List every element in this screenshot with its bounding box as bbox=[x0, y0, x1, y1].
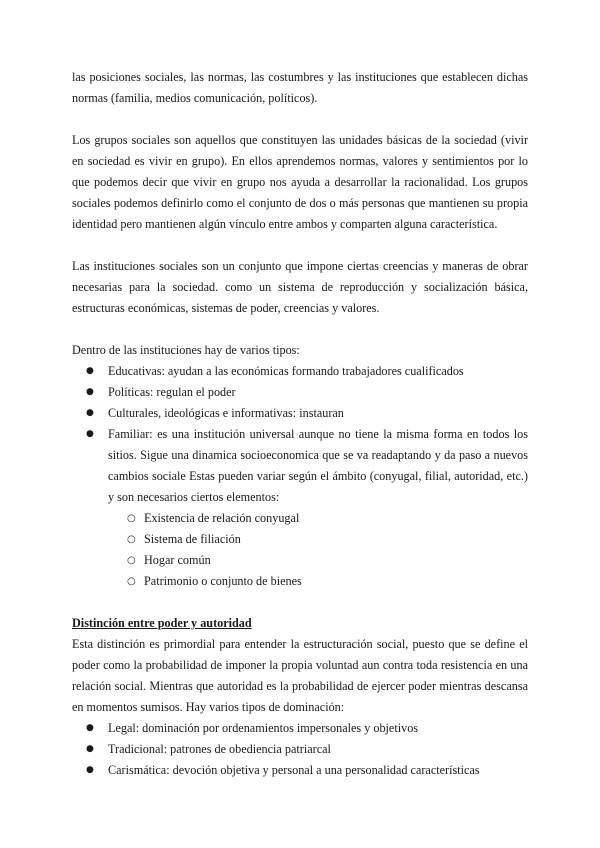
list-item-text: Familiar: es una institución universal aunque no tiene la misma forma en todos los sitios. Sigue una dinamica socioeconomica que se va readaptando y da paso a nuevos cambios sociale Estas pueden variar según el ámbito (conyugal, filial, autoridad, etc.) y son necesarios ciertos elementos: bbox=[108, 427, 528, 504]
sub-list-item: ○ Hogar común bbox=[108, 550, 528, 571]
sub-list-item: ○ Existencia de relación conyugal bbox=[108, 508, 528, 529]
spacer bbox=[72, 319, 528, 340]
list-item: ● Legal: dominación por ordenamientos impersonales y objetivos bbox=[72, 718, 528, 739]
section-heading: Distinción entre poder y autoridad bbox=[72, 616, 252, 630]
paragraph-institution-types-intro: Dentro de las instituciones hay de varios tipos: bbox=[72, 343, 300, 357]
list-item-family bbox=[72, 424, 528, 592]
list-item: ● Políticas: regulan el poder bbox=[72, 382, 528, 403]
list-item: ● Tradicional: patrones de obediencia patriarcal bbox=[72, 739, 528, 760]
paragraph-power-authority: Esta distinción es primordial para entender la estructuración social, puesto que se define el poder como la probabilidad de imponer la propia voluntad aun contra toda resistencia en una relación social. Mientras que autoridad es la probabilidad de ejercer poder mientras descansa en momentos sumisos. Hay varios tipos de dominación: bbox=[72, 637, 528, 714]
spacer bbox=[72, 235, 528, 256]
list-item: ● Carismática: devoción objetiva y personal a una personalidad características bbox=[72, 760, 528, 781]
list-item: ● Educativas: ayudan a las económicas formando trabajadores cualificados bbox=[72, 361, 528, 382]
paragraph-social-institutions: Las instituciones sociales son un conjunto que impone ciertas creencias y maneras de obrar necesarias para la sociedad. como un sistema de reproducción y socialización básica, estructuras económicas, sistemas de poder, creencias y valores. bbox=[72, 259, 528, 315]
sub-list-item: ○ Patrimonio o conjunto de bienes bbox=[108, 571, 528, 592]
domination-types-list bbox=[72, 718, 528, 781]
paragraph-social-groups: Los grupos sociales son aquellos que constituyen las unidades básicas de la sociedad (vivir en sociedad es vivir en grupo). En ellos aprendemos normas, valores y sentimientos por lo que podemos decir que vivir en grupo nos ayuda a desarrollar la racionalidad. Los grupos sociales podemos definirlo como el conjunto de dos o más personas que mantienen su propia identidad pero mantienen algún vínculo entre ambos y comparten alguna característica. bbox=[72, 133, 528, 231]
sub-list-item: ○ Sistema de filiación bbox=[108, 529, 528, 550]
family-elements-list bbox=[108, 508, 528, 592]
list-item: ● Culturales, ideológicas e informativas: instauran bbox=[72, 403, 528, 424]
spacer bbox=[72, 109, 528, 130]
institution-types-list bbox=[72, 361, 528, 592]
spacer bbox=[72, 592, 528, 613]
paragraph-intro: las posiciones sociales, las normas, las costumbres y las instituciones que establecen dichas normas (familia, medios comunicación, políticos). bbox=[72, 70, 528, 105]
